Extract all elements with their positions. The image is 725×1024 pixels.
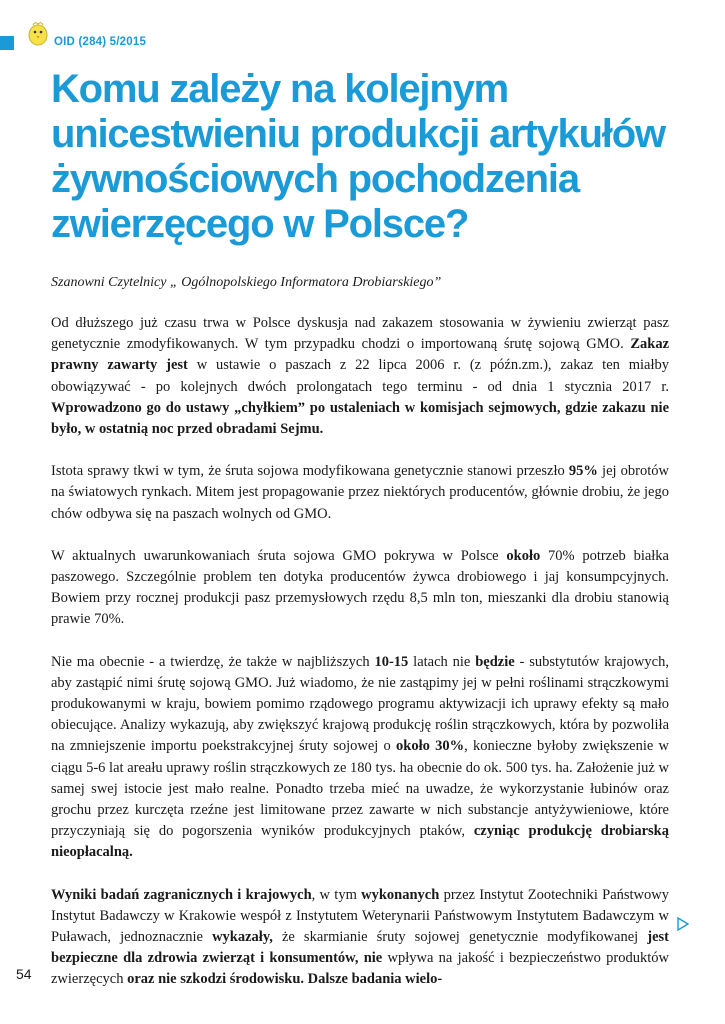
article-title: Komu zależy na kolejnym unicestwieniu produkcji artykułów żywnościowych pochodzenia zwierzęcego w Polsce? xyxy=(51,67,665,246)
article-body xyxy=(51,313,669,1012)
text-run: jej obrotów na światowych rynkach. Mitem jest propagowanie przez niektórych producentów, głównie drobiu, że jego chów odbywa się na paszach wolnych od GMO. xyxy=(51,463,669,522)
bold-text: Wprowadzono go do ustawy „chyłkiem” po ustaleniach w komisjach sejmowych, gdzie zakazu nie było, w ostatnią noc przed obradami Sejmu. xyxy=(51,399,669,438)
text-run: W aktualnych uwarunkowaniach śruta sojowa GMO pokrywa w Polsce xyxy=(51,547,507,564)
text-run: , konieczne byłoby zwiększenie w ciągu 5-6 lat areału uprawy roślin strączkowych ze 180 tys. ha obecnie do ok. 500 tys. ha. Założenie już w samej swej istocie jest mało realne. Ponadto trzeba mieć na uwadze, że wykorzystanie łubinów oraz grochu przez kurczęta rzeźne jest limitowane przez zawarte w nich substancje antyżywieniowe, które przyczyniają się do pogorszenia wyników produkcyjnych ptaków, xyxy=(51,738,670,840)
journal-issue: OID (284) 5/2015 xyxy=(54,36,147,48)
bold-text: 10-15 xyxy=(374,653,409,670)
article-paragraph xyxy=(51,546,669,631)
bold-text: Wyniki badań zagranicznych i krajowych xyxy=(51,886,312,903)
text-run: Nie ma obecnie - a twierdzę, że także w najbliższych xyxy=(51,653,375,670)
article-paragraph xyxy=(51,313,669,440)
text-run: , w tym xyxy=(311,886,362,903)
bold-text: około 30% xyxy=(396,738,465,755)
bold-text: około xyxy=(506,547,541,564)
text-run: że skarmianie śruty sojowej genetycznie modyfikowanej xyxy=(272,929,648,946)
bold-text: czyniąc produkcję drobiarską nieopłacalną. xyxy=(51,823,669,861)
bold-text: oraz nie szkodzi środowisku. Dalsze badania wielo- xyxy=(127,971,443,988)
text-run: 70% potrzeb białka paszowego. Szczególnie problem ten dotyka producentów żywca drobiowego i jaj konsumpcyjnych. Bowiem przy rocznej produkcji pasz przemysłowych rzędu 8,5 mln ton, mieszanki dla drobiu stanowią prawie 70%. xyxy=(51,547,669,628)
next-page-arrow-icon[interactable] xyxy=(676,917,690,931)
text-run: wpływa na jakość i bezpieczeństwo produktów zwierzęcych xyxy=(51,950,669,988)
article-paragraph xyxy=(51,461,669,525)
bold-text: wykonanych xyxy=(361,886,440,903)
bold-text: wykazały, xyxy=(212,929,273,946)
bold-text: jest bezpieczne dla zdrowia zwierząt i konsumentów, nie xyxy=(51,929,670,967)
text-run: przez Instytut Zootechniki Państwowy Instytut Badawczy w Krakowie wespół z Instytutem Weterynarii Państwowym Instytutem Badawczym w Puławach, jednoznacznie xyxy=(51,886,669,946)
article-paragraph xyxy=(51,885,669,991)
header-accent-bar xyxy=(0,36,14,50)
page-number: 54 xyxy=(16,966,32,982)
salutation: Szanowni Czytelnicy „ Ogólnopolskiego Informatora Drobiarskiego” xyxy=(51,275,442,290)
bold-text: 95% xyxy=(568,463,598,480)
bold-text: Zakaz prawny zawarty jest xyxy=(51,336,669,374)
article-paragraph xyxy=(51,652,669,864)
text-run: w ustawie o paszach z 22 lipca 2006 r. (z późn.zm.), zakaz ten miałby obowiązywać - po kolejnych dwóch prolongatach tego terminu - od dnia 1 stycznia 2017 r. xyxy=(51,357,669,395)
text-run: Od dłuższego już czasu trwa w Polsce dyskusja nad zakazem stosowania w żywieniu zwierząt pasz genetycznie zmodyfikowanych. W tym przypadku chodzi o importowaną śrutę sojową GMO. xyxy=(51,315,669,353)
text-run: Istota sprawy tkwi w tym, że śruta sojowa modyfikowana genetycznie stanowi przeszło xyxy=(51,463,569,480)
text-run: latach nie xyxy=(408,653,476,670)
bold-text: będzie xyxy=(475,653,515,670)
chick-logo-icon xyxy=(25,20,51,50)
text-run: - substytutów krajowych, aby zastąpić nimi śrutę sojową GMO. Już wiadomo, że nie zastąpimy jej w pełni roślinami strączkowymi produkowanymi w kraju, bowiem pomimo rządowego programu aktywizacji ich uprawy efekty są mało obiecujące. Analizy wykazują, aby zwiększyć krajową produkcję roślin strączkowych, która by pozwoliła na zmniejszenie importu poekstrakcyjnej śruty sojowej o xyxy=(51,653,669,755)
